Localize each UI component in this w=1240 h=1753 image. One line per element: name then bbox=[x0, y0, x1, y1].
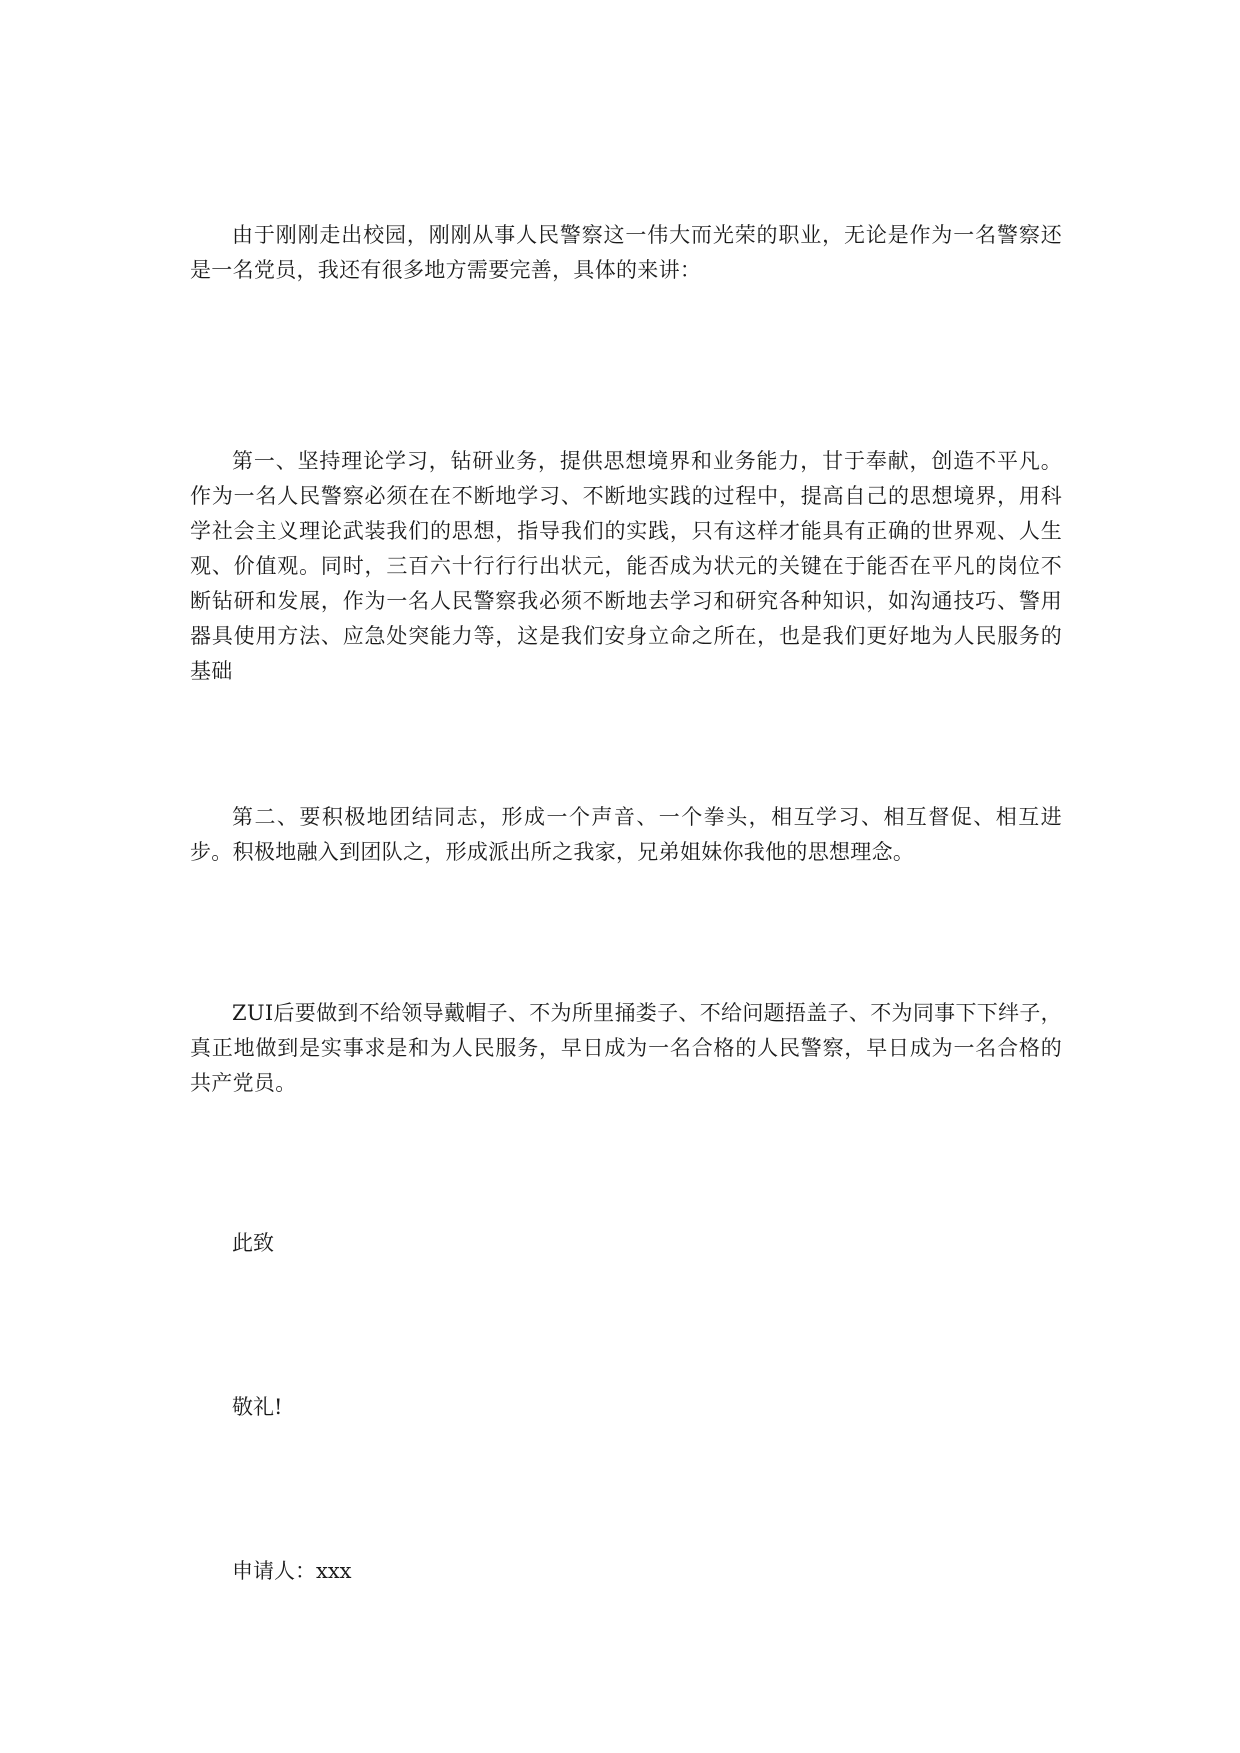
paragraph-final-point: ZUI后要做到不给领导戴帽子、不为所里捅娄子、不给问题捂盖子、不为同事下下绊子，真正地做到是实事求是和为人民服务，早日成为一名合格的人民警察，早日成为一名合格的共产党员。 bbox=[190, 1001, 1062, 1095]
paragraph-second-point: 第二、要积极地团结同志，形成一个声音、一个拳头，相互学习、相互督促、相互进步。积极地融入到团队之，形成派出所之我家，兄弟姐妹你我他的思想理念。 bbox=[190, 805, 1062, 864]
paragraph-intro: 由于刚刚走出校园，刚刚从事人民警察这一伟大而光荣的职业，无论是作为一名警察还是一名党员，我还有很多地方需要完善，具体的来讲： bbox=[190, 223, 1062, 282]
paragraph-first-point: 第一、坚持理论学习，钻研业务，提供思想境界和业务能力，甘于奉献，创造不平凡。作为一名人民警察必须在在不断地学习、不断地实践的过程中，提高自己的思想境界，用科学社会主义理论武装我们的思想，指导我们的实践，只有这样才能具有正确的世界观、人生观、价值观。同时，三百六十行行行出状元，能否成为状元的关键在于能否在平凡的岗位不断钻研和发展，作为一名人民警察我必须不断地去学习和研究各种知识，如沟通技巧、警用器具使用方法、应急处突能力等，这是我们安身立命之所在，也是我们更好地为人民服务的基础 bbox=[190, 449, 1062, 683]
applicant-signature: 申请人：xxx bbox=[232, 1559, 352, 1583]
closing-regards: 敬礼! bbox=[232, 1395, 283, 1419]
closing-salutation: 此致 bbox=[232, 1231, 274, 1255]
